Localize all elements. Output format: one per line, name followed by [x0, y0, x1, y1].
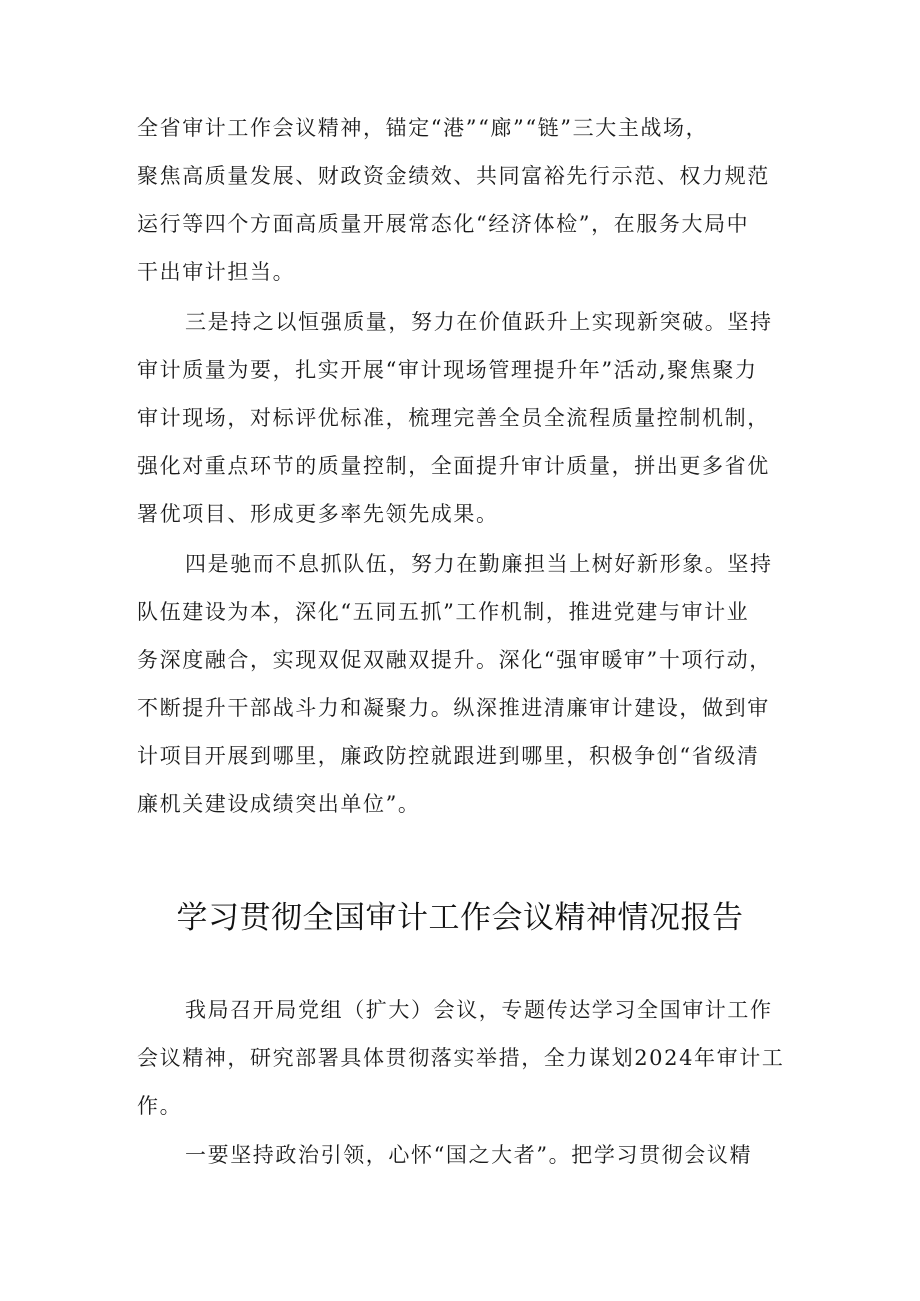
paragraph-line: 强化对重点环节的质量控制，全面提升审计质量，拼出更多省优: [137, 454, 770, 478]
paragraph-line: 聚焦高质量发展、财政资金绩效、共同富裕先行示范、权力规范: [137, 164, 770, 188]
continuation-paragraph: [137, 104, 797, 296]
paragraph-line: 审计现场，对标评优标准，梳理完善全员全流程质量控制机制，: [137, 406, 770, 430]
report-point-one: [137, 1131, 797, 1179]
report-intro: [137, 986, 797, 1130]
paragraph-three: [137, 298, 797, 538]
paragraph-line: 队伍建设为本，深化“五同五抓”工作机制，推进党建与审计业: [137, 600, 750, 624]
report-title: 学习贯彻全国审计工作会议精神情况报告: [176, 900, 744, 936]
paragraph-line: 干出审计担当。: [137, 260, 296, 284]
paragraph-line: 我局召开局党组（扩大）会议，专题传达学习全国审计工作: [185, 998, 773, 1022]
paragraph-line: 不断提升干部战斗力和凝聚力。纵深推进清廉审计建设，做到审: [137, 696, 770, 720]
paragraph-line: 署优项目、形成更多率先领先成果。: [137, 502, 499, 526]
paragraph-line: 全省审计工作会议精神，锚定“港”“廊”“链”三大主战场，: [137, 116, 709, 140]
paragraph-line: 务深度融合，实现双促双融双提升。深化“强审暖审”十项行动，: [137, 648, 772, 672]
paragraph-line: 廉机关建设成绩突出单位”。: [137, 792, 421, 816]
paragraph-line: 计项目开展到哪里，廉政防控就跟进到哪里，积极争创“省级清: [137, 744, 760, 768]
paragraph-line: 会议精神，研究部署具体贯彻落实举措，全力谋划2024年审计工: [137, 1046, 785, 1070]
paragraph-line: 审计质量为要，扎实开展“审计现场管理提升年”活动,聚焦聚力: [137, 358, 758, 382]
paragraph-four: [137, 540, 797, 828]
paragraph-line: 作。: [137, 1094, 183, 1118]
paragraph-line: 三是持之以恒强质量，努力在价值跃升上实现新突破。坚持: [185, 310, 773, 334]
paragraph-line: 一要坚持政治引领，心怀“国之大者”。把学习贯彻会议精: [185, 1143, 753, 1167]
paragraph-line: 四是驰而不息抓队伍，努力在勤廉担当上树好新形象。坚持: [185, 552, 773, 576]
paragraph-line: 运行等四个方面高质量开展常态化“经济体检”，在服务大局中: [137, 212, 750, 236]
